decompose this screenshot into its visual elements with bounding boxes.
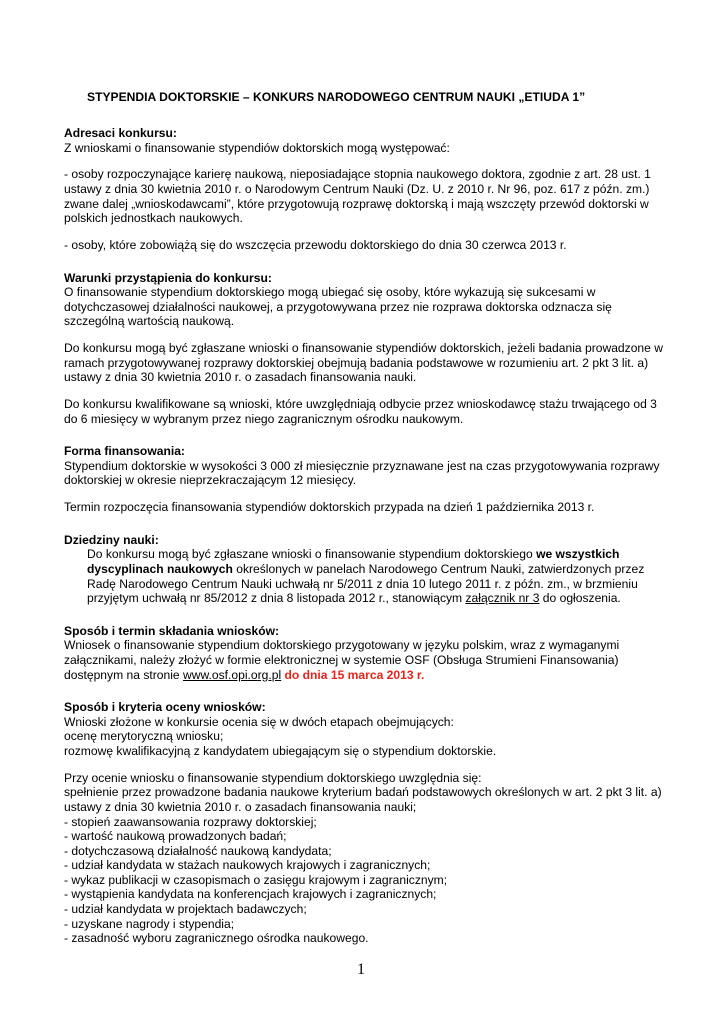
adresaci-intro: Z wnioskami o finansowanie stypendiów doktorskich mogą występować: [64, 140, 450, 155]
criteria-item: - stopień zaawansowania rozprawy doktorskiej; [64, 814, 317, 829]
warunki-paragraph: Do konkursu mogą być zgłaszane wnioski o finansowanie stypendiów doktorskich, jeżeli badania prowadzone w ramach przygotowywanej rozprawy doktorskiej obejmują badania podstawowe w rozumieniu art. 2 pkt 3 lit. a) ustawy z dnia 30 kwietnia 2010 r. o zasadach finansowania nauki. [64, 341, 663, 385]
section-heading-ocena: Sposób i kryteria oceny wniosków: [64, 700, 266, 715]
warunki-paragraph: O finansowanie stypendium doktorskiego mogą ubiegać się osoby, które wykazują się sukcesami w dotychczasowej działalności naukowej, a przygotowywana przez nie rozprawa doktorska odznacza się szczególną wartością naukową. [64, 285, 612, 329]
document-title: STYPENDIA DOKTORSKIE – KONKURS NARODOWEGO CENTRUM NAUKI „ETIUDA 1” [87, 90, 586, 104]
criteria-item: - udział kandydata w stażach naukowych krajowych i zagranicznych; [64, 858, 431, 873]
section-heading-adresaci: Adresaci konkursu: [64, 126, 177, 140]
ocena-line: ocenę merytoryczną wniosku; [64, 729, 224, 744]
forma-paragraph: Termin rozpoczęcia finansowania stypendiów doktorskich przypada na dzień 1 października 2013 r. [64, 500, 595, 515]
section-heading-warunki: Warunki przystąpienia do konkursu: [64, 270, 272, 285]
criteria-intro: Przy ocenie wniosku o finansowanie stypendium doktorskiego uwzględnia się: [64, 770, 482, 785]
criteria-item: - wartość naukową prowadzonych badań; [64, 829, 287, 844]
ocena-line: Wnioski złożone w konkursie ocenia się w dwóch etapach obejmujących: [64, 714, 454, 729]
criteria-item: - wystąpienia kandydata na konferencjach krajowych i zagranicznych; [64, 887, 437, 902]
section-heading-forma: Forma finansowania: [64, 444, 185, 459]
document-body [64, 126, 664, 946]
page-number: 1 [357, 961, 365, 978]
section-heading-dziedziny: Dziedziny nauki: [64, 532, 159, 547]
deadline-text: do dnia 15 marca 2013 r. [281, 667, 425, 682]
dziedziny-bold-text: we wszystkich dyscyplinach naukowych [87, 547, 620, 576]
dziedziny-paragraph [64, 547, 664, 605]
warunki-paragraph: Do konkursu kwalifikowane są wnioski, które uwzględniają odbycie przez wnioskodawcę stażu trwającego od 3 do 6 miesięcy w wybranym przez niego zagranicznym ośrodku naukowym. [64, 397, 657, 426]
criteria-item: - wykaz publikacji w czasopismach o zasięgu krajowym i zagranicznym; [64, 872, 448, 887]
criteria-item: - zasadność wyboru zagranicznego ośrodka naukowego. [64, 931, 369, 946]
sposob-termin-paragraph [64, 638, 664, 682]
criteria-first: spełnienie przez prowadzone badania naukowe kryterium badań podstawowych określonych w art. 2 pkt 3 lit. a) ustawy z dnia 30 kwietnia 2010 r. o zasadach finansowania nauki; [64, 785, 662, 814]
adresaci-item-1: - osoby rozpoczynające karierę naukową, nieposiadające stopnia naukowego doktora, zgodnie z art. 28 ust. 1 ustawy z dnia 30 kwietnia 2010 r. o Narodowym Centrum Nauki (Dz. U. z 2010 r. Nr 96, poz. 617 z późn. zm.) zwane dalej „wnioskodawcami”, które przygotowują rozprawę doktorską i mają wszczęty przewód doktorski w polskich jednostkach naukowych. [64, 167, 651, 226]
criteria-item: - udział kandydata w projektach badawczych; [64, 902, 307, 917]
dziedziny-text: do ogłoszenia. [539, 591, 621, 606]
attachment-3-link[interactable]: załącznik nr 3 [465, 591, 540, 606]
forma-paragraph: Stypendium doktorskie w wysokości 3 000 zł miesięcznie przyznawane jest na czas przygotowywania rozprawy doktorskiej w okresie nieprzekraczającym 12 miesięcy. [64, 458, 660, 488]
sposob-termin-text: Wniosek o finansowanie stypendium doktorskiego przygotowany w języku polskim, wraz z wymaganymi załącznikami, należy złożyć w formie elektronicznej w systemie OSF (Obsługa Strumieni Finansowania) dostępnym na stronie [64, 638, 620, 682]
dziedziny-text: Do konkursu mogą być zgłaszane wnioski o finansowanie stypendium doktorskiego [87, 547, 537, 562]
osf-website-link[interactable]: www.osf.opi.org.pl [183, 667, 282, 682]
section-heading-sposob-termin: Sposób i termin składania wniosków: [64, 623, 280, 638]
dziedziny-text: określonych w panelach Narodowego Centrum Nauki, zatwierdzonych przez Radę Narodowego Centrum Nauki uchwałą nr 5/2011 z dnia 10 lutego 2011 r. z późn. zm., w brzmieniu przyjętym uchwałą nr 85/2012 z dnia 8 listopada 2012 r., stanowiącym [87, 562, 645, 606]
ocena-line: rozmowę kwalifikacyjną z kandydatem ubiegającym się o stypendium doktorskie. [64, 743, 497, 758]
adresaci-item-2: - osoby, które zobowiążą się do wszczęcia przewodu doktorskiego do dnia 30 czerwca 2013 r. [64, 237, 567, 252]
criteria-item: - uzyskane nagrody i stypendia; [64, 916, 235, 931]
criteria-item: - dotychczasową działalność naukową kandydata; [64, 843, 332, 858]
